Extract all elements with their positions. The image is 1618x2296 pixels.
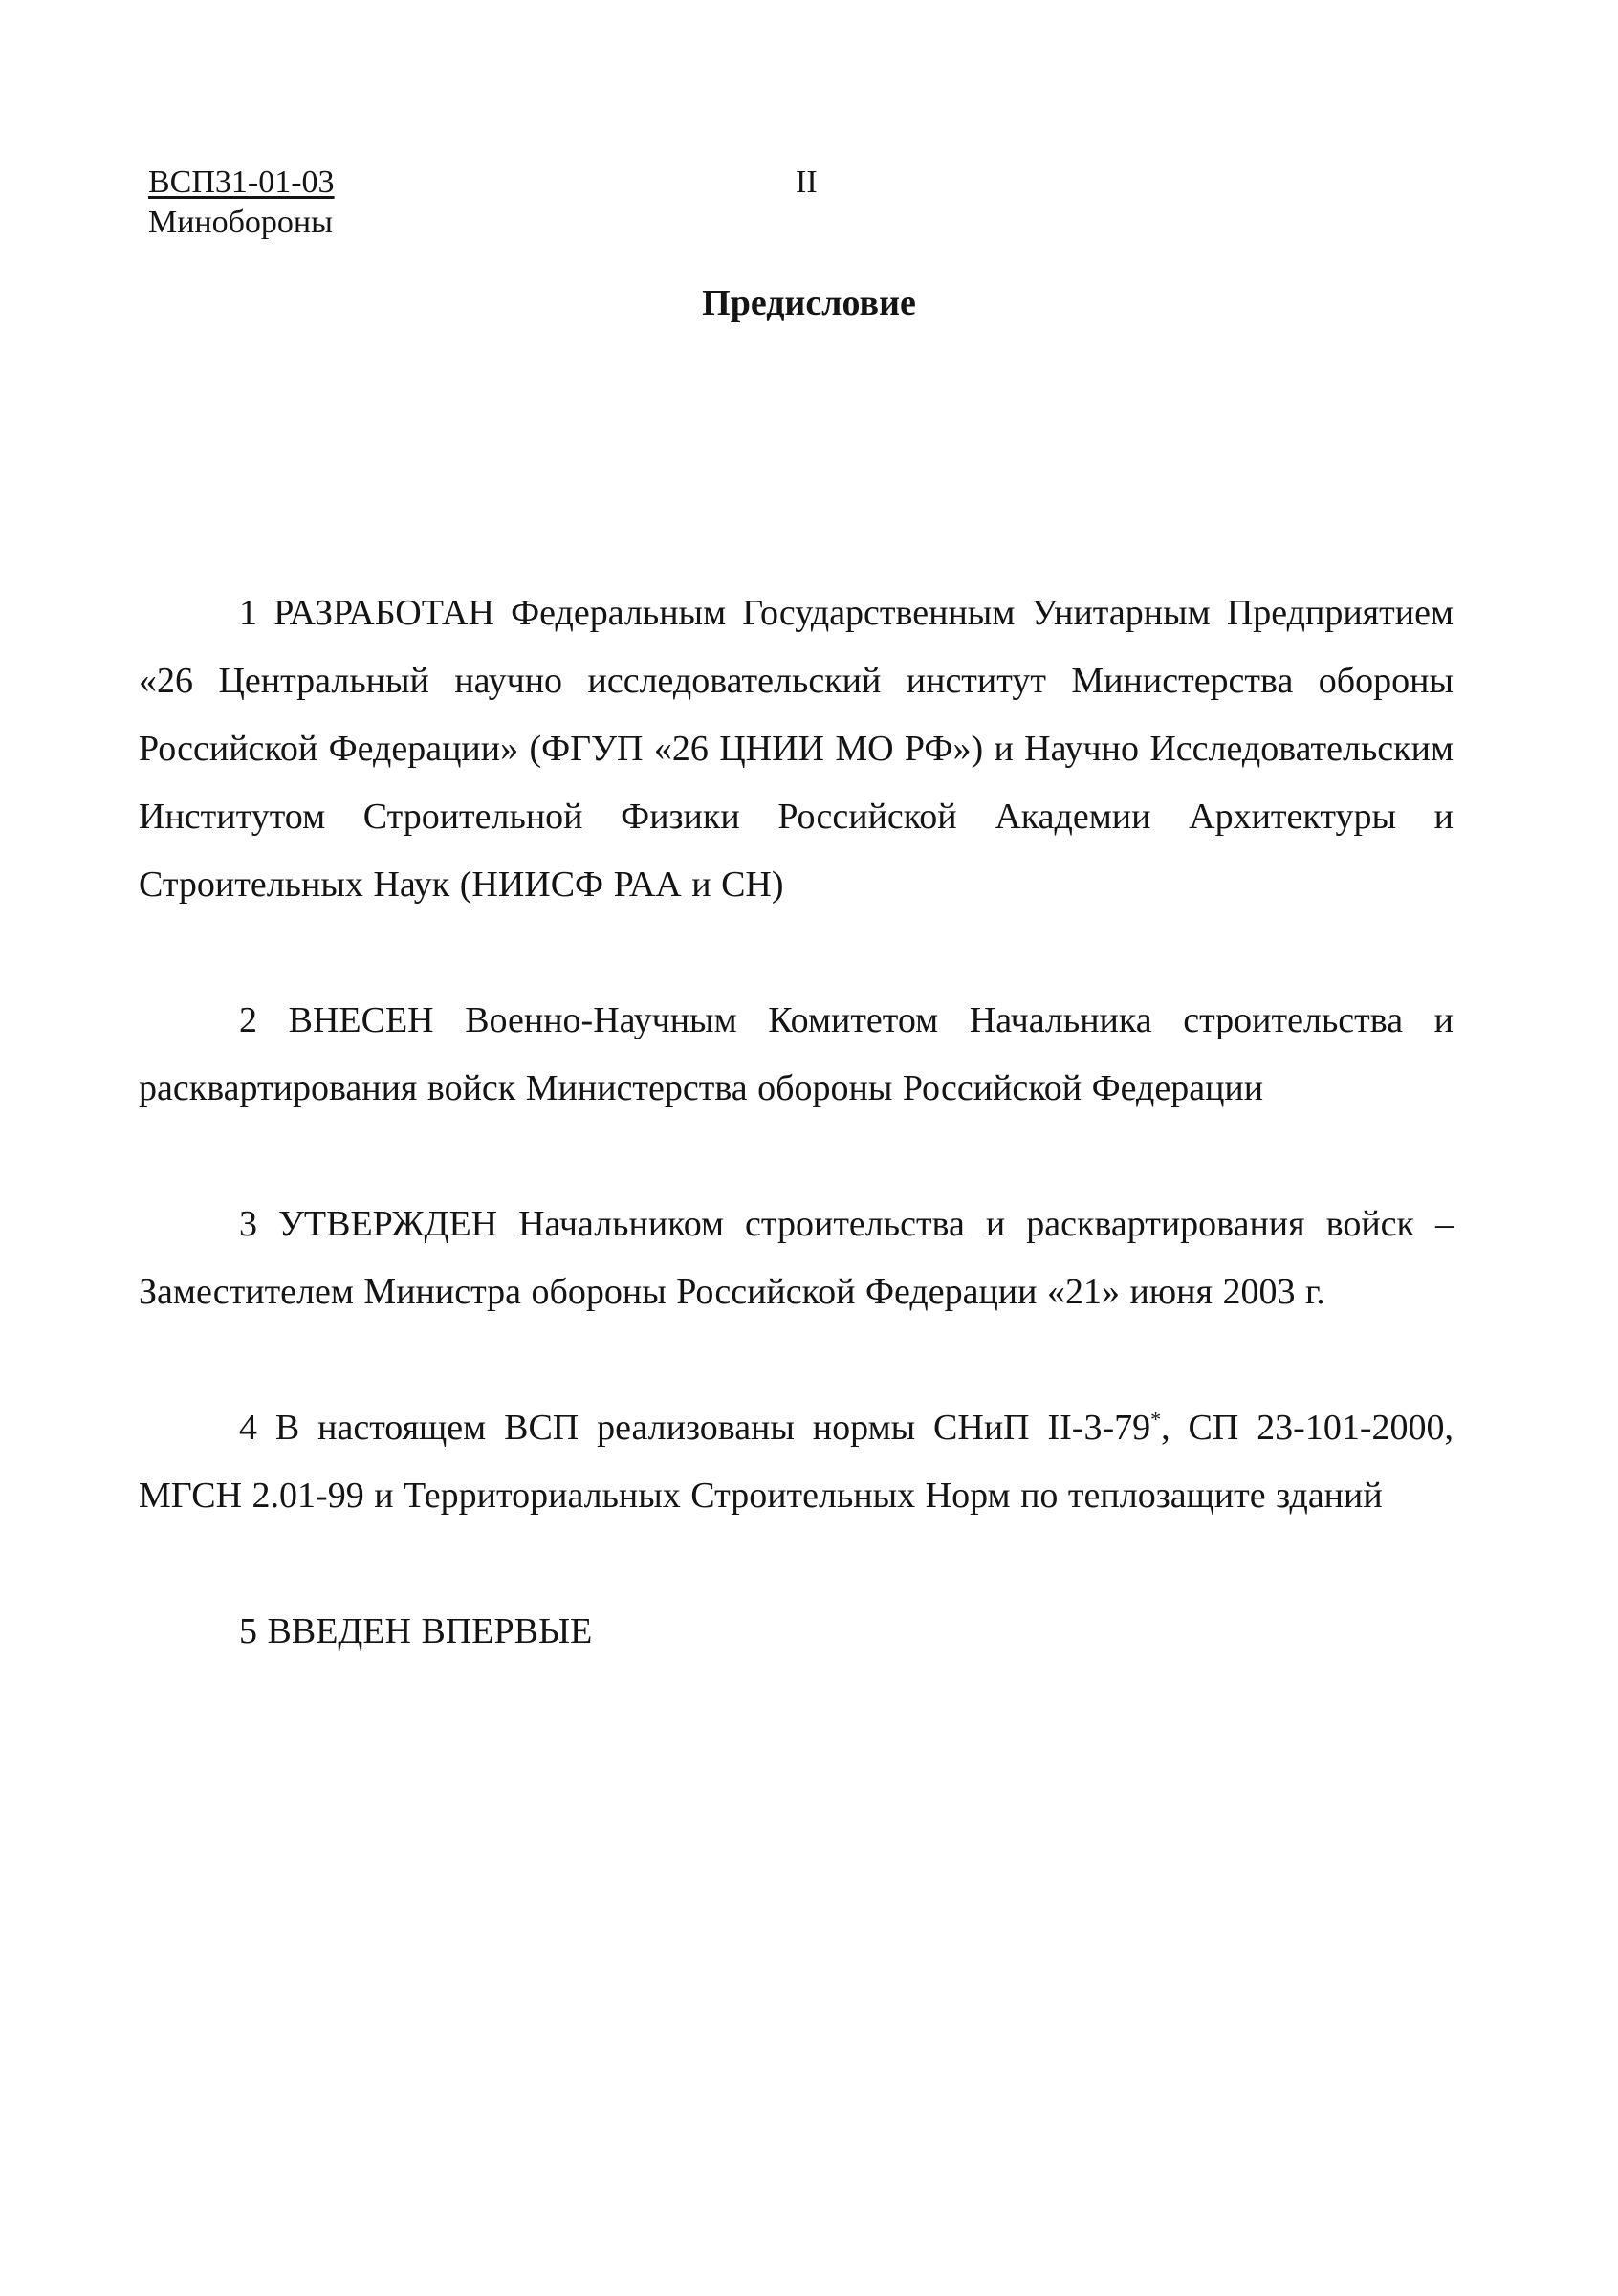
asterisk-superscript: * [1150, 1407, 1162, 1432]
page-number: II [796, 164, 818, 200]
foreword-items [139, 579, 1454, 1734]
foreword-item-3: 3 УТВЕРЖДЕН Начальником строительства и расквартирования войск – Заместителем Министра обороны Российской Федерации «21» июня 2003 г. [139, 1204, 1454, 1312]
foreword-item-2: 2 ВНЕСЕН Военно-Научным Комитетом Начальника строительства и расквартирования войск Министерства обороны Российской Федерации [139, 1000, 1454, 1108]
foreword-item-4-text-after: , СП 23-101-2000, МГСН 2.01-99 и Территориальных Строительных Норм по теплозащите зданий [139, 1408, 1454, 1516]
page-title: Предисловие [702, 283, 916, 323]
foreword-item-4 [139, 1394, 1454, 1530]
foreword-item-1: 1 РАЗРАБОТАН Федеральным Государственным Унитарным Предприятием «26 Центральный научно исследовательский институт Министерства обороны Российской Федерации» (ФГУП «26 ЦНИИ МО РФ») и Научно Исследовательским Институтом Строительной Физики Российской Академии Архитектуры и Строительных Наук (НИИСФ РАА и СН) [139, 593, 1454, 905]
foreword-item-5: 5 ВВЕДЕН ВПЕРВЫЕ [239, 1611, 593, 1651]
foreword-item-4-text-before: 4 В настоящем ВСП реализованы нормы СНиП II-3-79 [239, 1408, 1151, 1448]
document-code: ВСП31-01-03 [148, 164, 335, 200]
ministry-name: Минобороны [148, 205, 333, 240]
document-code-block [148, 163, 335, 243]
